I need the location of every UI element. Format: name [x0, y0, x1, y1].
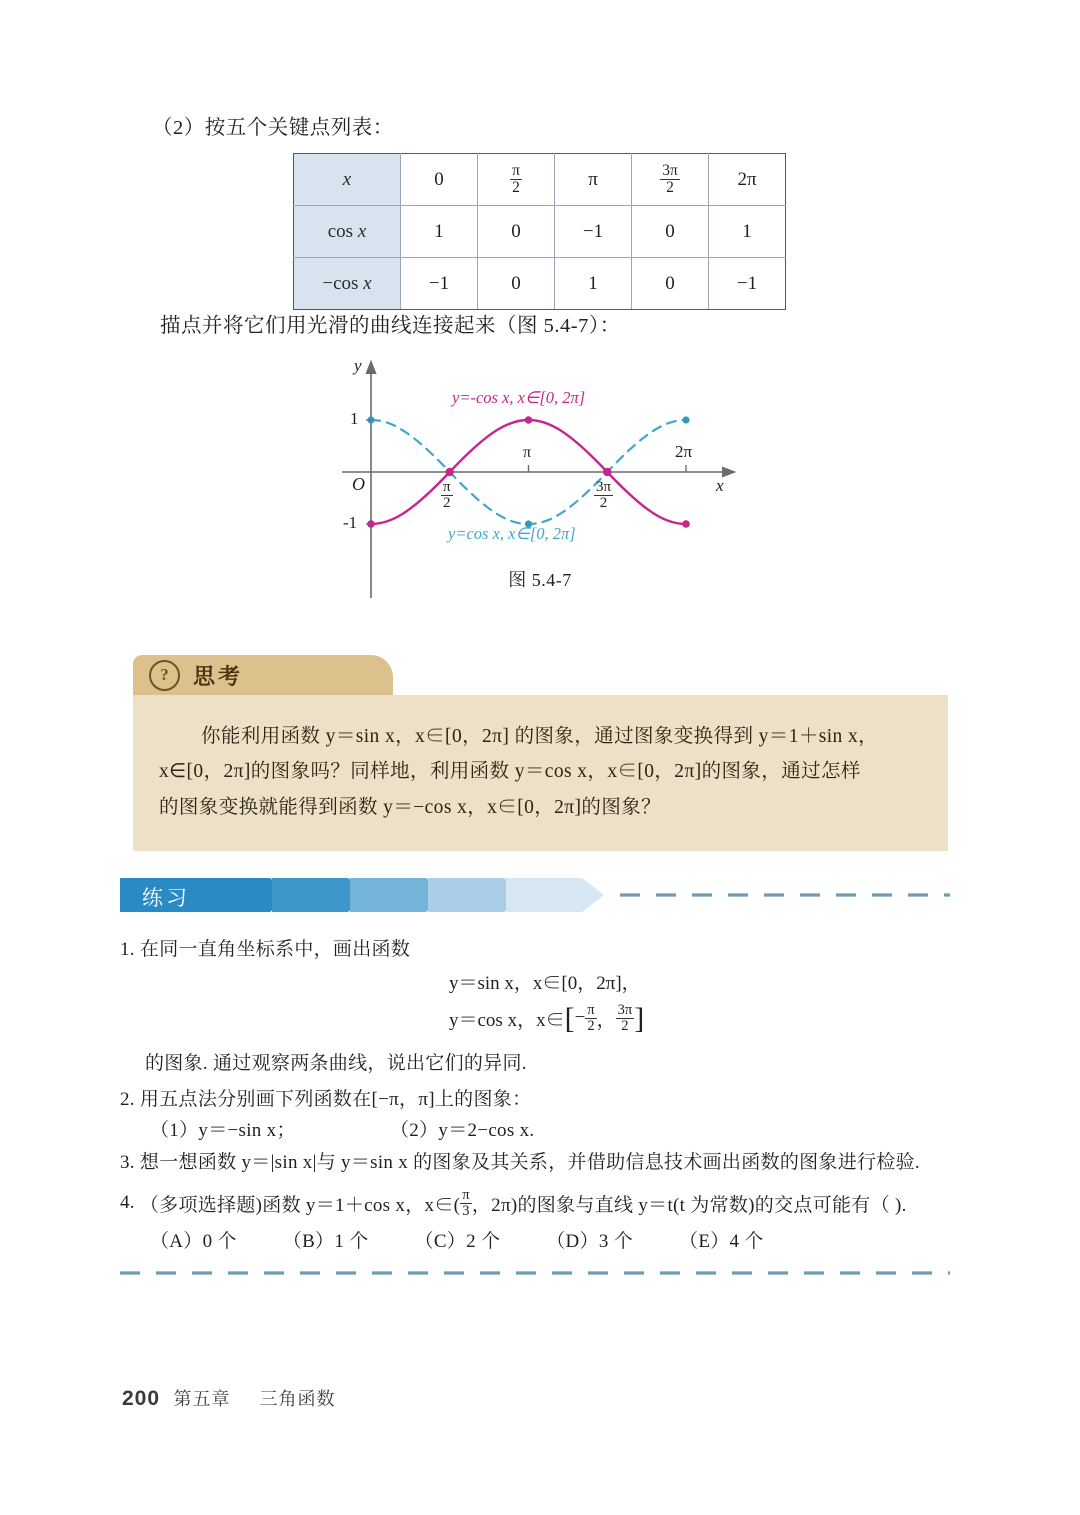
fraction-denominator: 2	[512, 179, 520, 196]
fraction-denominator: 2	[443, 495, 451, 512]
fraction-denominator: 2	[587, 1017, 595, 1034]
question-4	[120, 1188, 907, 1219]
cell-negcos-0: −1	[401, 258, 478, 310]
fraction-pi-over-2	[510, 163, 522, 196]
table-row-x	[294, 154, 786, 206]
exercises-banner-label: 练习	[142, 886, 190, 910]
page-footer	[122, 1385, 336, 1411]
cell-negcos-pi-over-2: 0	[478, 258, 555, 310]
point-cos-2pi	[682, 416, 689, 423]
fraction-denominator: 3	[462, 1202, 470, 1219]
row-header-negcos-var: x	[363, 272, 372, 294]
option-e[interactable]: （E）4 个	[679, 1231, 764, 1252]
question-4-middle: ，2π)的图象与直线 y＝t(t 为常数)的交点可能有（ ).	[471, 1194, 907, 1216]
think-box	[133, 655, 948, 851]
point-crossing-3pi-over-2	[603, 468, 611, 476]
col-header-pi-label: π	[588, 168, 598, 190]
question-mark-icon: ?	[149, 660, 180, 691]
x-tick-label-3pi-over-2	[594, 480, 613, 512]
cosine-graph-figure	[330, 352, 750, 602]
fraction-3pi-over-2	[660, 163, 680, 196]
question-4-number: 4.	[120, 1192, 135, 1214]
question-2-text: 用五点法分别画下列函数在[−π，π]上的图象：	[139, 1089, 532, 1110]
fraction-numerator: 3π	[617, 1002, 633, 1018]
axis-label-x: x	[716, 476, 724, 495]
cell-cos-0: 1	[401, 206, 478, 258]
curve-label-cos: y=cos x, x∈[0, 2π]	[448, 524, 576, 543]
think-line-2: x∈[0，2π]的图象吗？同样地，利用函数 y＝cos x，x∈[0，2π]的图象，通过怎样	[159, 761, 861, 783]
question-3	[120, 1147, 920, 1174]
fraction-numerator: 3π	[662, 162, 678, 180]
curve-label-neg-cos: y=-cos x, x∈[0, 2π]	[452, 388, 586, 407]
question-1-equation-1: y＝sin x，x∈[0，2π]，	[449, 973, 641, 994]
option-b[interactable]: （B）1 个	[282, 1231, 369, 1252]
col-header-0-label: 0	[434, 168, 444, 190]
cell-negcos-pi: 1	[555, 258, 632, 310]
think-line-1	[159, 719, 922, 754]
col-header-2pi	[709, 154, 786, 206]
row-header-x	[294, 154, 401, 206]
x-tick-label-pi-over-2	[441, 480, 453, 512]
question-1-number: 1.	[120, 939, 135, 960]
table-row-negcos	[294, 258, 786, 310]
row-header-cos-var: x	[357, 220, 367, 242]
x-tick-label-pi: π	[523, 444, 532, 461]
option-d[interactable]: （D）3 个	[546, 1231, 634, 1252]
option-a[interactable]: （A）0 个	[150, 1231, 237, 1252]
lead-line-3: 描点并将它们用光滑的曲线连接起来（图 5.4-7）：	[160, 315, 621, 337]
exercises-banner	[120, 878, 950, 912]
axis-label-y: y	[354, 356, 362, 375]
cell-cos-pi-over-2: 0	[478, 206, 555, 258]
fraction-denominator: 2	[666, 179, 674, 196]
row-header-x-label: x	[342, 168, 352, 190]
think-line-3: 的图象变换就能得到函数 y＝−cos x，x∈[0，2π]的图象？	[159, 796, 662, 818]
cell-negcos-2pi: −1	[709, 258, 786, 310]
question-4-options	[150, 1226, 764, 1253]
point-negcos-2pi	[682, 520, 690, 528]
think-box-header	[133, 655, 393, 695]
minus-sign: −	[574, 1007, 586, 1029]
think-box-title: 思考	[193, 663, 244, 689]
left-bracket: [	[564, 1001, 575, 1035]
question-2	[120, 1084, 531, 1111]
chevron-5	[506, 878, 604, 912]
origin-label: O	[352, 474, 365, 494]
row-header-negcos-fn: −cos	[322, 272, 359, 294]
col-header-0	[401, 154, 478, 206]
key-points-table-wrapper	[293, 153, 786, 310]
fraction-numerator: π	[462, 1187, 470, 1203]
bottom-dashed-rule	[120, 1262, 950, 1266]
question-1-text: 在同一直角坐标系中，画出函数	[139, 939, 411, 960]
col-header-2pi-label: 2π	[737, 168, 757, 190]
exercises-banner-svg	[120, 878, 950, 912]
option-c[interactable]: （C）2 个	[414, 1231, 501, 1252]
bottom-dashed-rule-svg	[120, 1271, 950, 1275]
question-1-eq2-prefix: y＝cos x，x∈	[449, 1009, 565, 1031]
y-tick-label-neg1: -1	[343, 513, 358, 532]
row-header-cos	[294, 206, 401, 258]
cell-negcos-3pi-over-2: 0	[632, 258, 709, 310]
point-crossing-pi-over-2	[446, 468, 454, 476]
fraction-numerator: π	[512, 162, 520, 180]
fraction-numerator: 3π	[596, 479, 612, 495]
fraction-pi-over-2	[585, 1003, 596, 1034]
cell-cos-3pi-over-2: 0	[632, 206, 709, 258]
x-tick-label-2pi: 2π	[675, 442, 693, 461]
question-3-number: 3.	[120, 1152, 135, 1173]
key-points-table	[293, 153, 786, 310]
right-bracket: ]	[634, 1001, 645, 1035]
think-box-body	[133, 695, 948, 851]
fraction-pi-over-3	[460, 1188, 472, 1219]
question-1	[120, 934, 410, 961]
point-negcos-pi	[525, 416, 533, 424]
question-2-number: 2.	[120, 1089, 135, 1110]
fraction-numerator: π	[443, 479, 451, 495]
figure-caption: 图 5.4-7	[508, 570, 572, 590]
fraction-denominator: 2	[621, 1017, 629, 1034]
row-header-cos-fn: cos	[327, 220, 354, 242]
question-2-sub-1: （1）y＝−sin x；	[150, 1120, 296, 1141]
question-1-equation-2	[449, 1003, 644, 1034]
question-1-tail: 的图象. 通过观察两条曲线，说出它们的异同.	[145, 1053, 527, 1074]
col-header-pi	[555, 154, 632, 206]
question-3-text: 想一想函数 y＝|sin x|与 y＝sin x 的图象及其关系，并借助信息技术画出函数的图象进行检验.	[139, 1152, 920, 1173]
y-tick-label-1: 1	[350, 409, 359, 428]
lead-line-2: （2）按五个关键点列表：	[152, 117, 394, 139]
comma-separator: ，	[596, 1009, 616, 1031]
footer-section: 三角函数	[259, 1389, 336, 1409]
fraction-3pi-over-2	[616, 1003, 635, 1034]
question-2-sub-2: （2）y＝2−cos x.	[390, 1120, 535, 1141]
footer-chapter: 第五章	[173, 1389, 231, 1409]
row-header-negcos	[294, 258, 401, 310]
cell-cos-2pi: 1	[709, 206, 786, 258]
question-4-prefix: （多项选择题)函数 y＝1＋cos x，x∈(	[139, 1194, 461, 1216]
think-line-1-text: 你能利用函数 y＝sin x，x∈[0，2π] 的图象，通过图象变换得到 y＝1＋sin x，	[201, 726, 879, 747]
page-number: 200	[122, 1387, 161, 1410]
col-header-3pi-over-2	[632, 154, 709, 206]
fraction-denominator: 2	[599, 495, 608, 512]
cell-cos-pi: −1	[555, 206, 632, 258]
fraction-numerator: π	[587, 1002, 595, 1018]
col-header-pi-over-2	[478, 154, 555, 206]
table-row-cos	[294, 206, 786, 258]
